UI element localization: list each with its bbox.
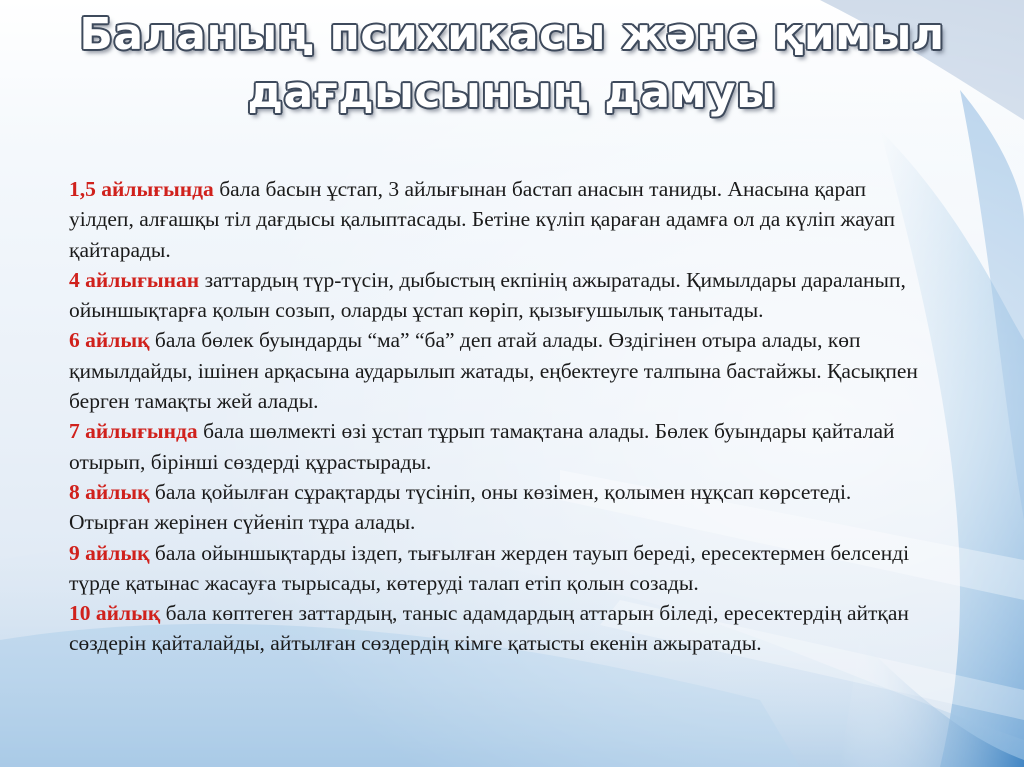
paragraph-1-5-months bbox=[69, 174, 929, 265]
paragraph-text: бала қойылған сұрақтарды түсініп, оны көзімен, қолымен нұқсап көрсетеді. Отырған жерінен сүйеніп тұра алады. bbox=[69, 479, 852, 535]
age-label: 7 айлығында bbox=[69, 419, 198, 444]
paragraph-4-months bbox=[69, 265, 929, 326]
age-label: 10 айлық bbox=[69, 601, 161, 626]
paragraph-text: бала басын ұстап, 3 айлығынан бастап анасын таниды. Анасына қарап уілдеп, алғашқы тіл дағдысы қалыптасады. Бетіне күліп қараған адамға ол да күліп жауап қайтарады. bbox=[69, 177, 895, 262]
age-label: 4 айлығынан bbox=[69, 267, 200, 292]
body-text bbox=[69, 174, 929, 659]
paragraph-8-months bbox=[69, 477, 929, 538]
age-label: 6 айлық bbox=[69, 328, 150, 353]
paragraph-text: заттардың түр-түсін, дыбыстың екпінің ажыратады. Қимылдары дараланып, ойыншықтарға қолын созып, оларды ұстап көріп, қызығушылық танытады. bbox=[69, 267, 906, 323]
paragraph-text: бала шөлмекті өзі ұстап тұрып тамақтана алады. Бөлек буындары қайталай отырып, бірінші сөздерді құрастырады. bbox=[69, 419, 895, 474]
title-line-1: Баланың психикасы және қимыл bbox=[79, 9, 945, 60]
paragraph-text: бала көптеген заттардың, таныс адамдардың аттарын біледі, ересектердің айтқан сөздерін қайталайды, айтылған сөздердің кімге қатысты екенін ажыратады. bbox=[69, 601, 909, 656]
paragraph-6-months bbox=[69, 325, 929, 416]
paragraph-9-months bbox=[69, 538, 929, 599]
title-line-2: дағдысының дамуы bbox=[247, 67, 777, 118]
paragraph-text: бала бөлек буындарды “ма” “ба” деп атай алады. Өздігінен отыра алады, көп қимылдайды, ішінен арқасына аударылып жатады, еңбектеуге талпына бастайжы. Қасықпен берген тамақты жей алады. bbox=[69, 328, 918, 414]
age-label: 1,5 айлығында bbox=[69, 177, 214, 201]
slide-title bbox=[60, 6, 964, 122]
paragraph-text: бала ойыншықтарды іздеп, тығылған жерден тауып береді, ересектермен белсенді түрде қатынас жасауға тырысады, көтеруді талап етіп қолын созады. bbox=[69, 540, 910, 595]
paragraph-7-months bbox=[69, 416, 929, 477]
age-label: 8 айлық bbox=[69, 479, 150, 504]
age-label: 9 айлық bbox=[69, 540, 150, 565]
paragraph-10-months bbox=[69, 598, 929, 659]
